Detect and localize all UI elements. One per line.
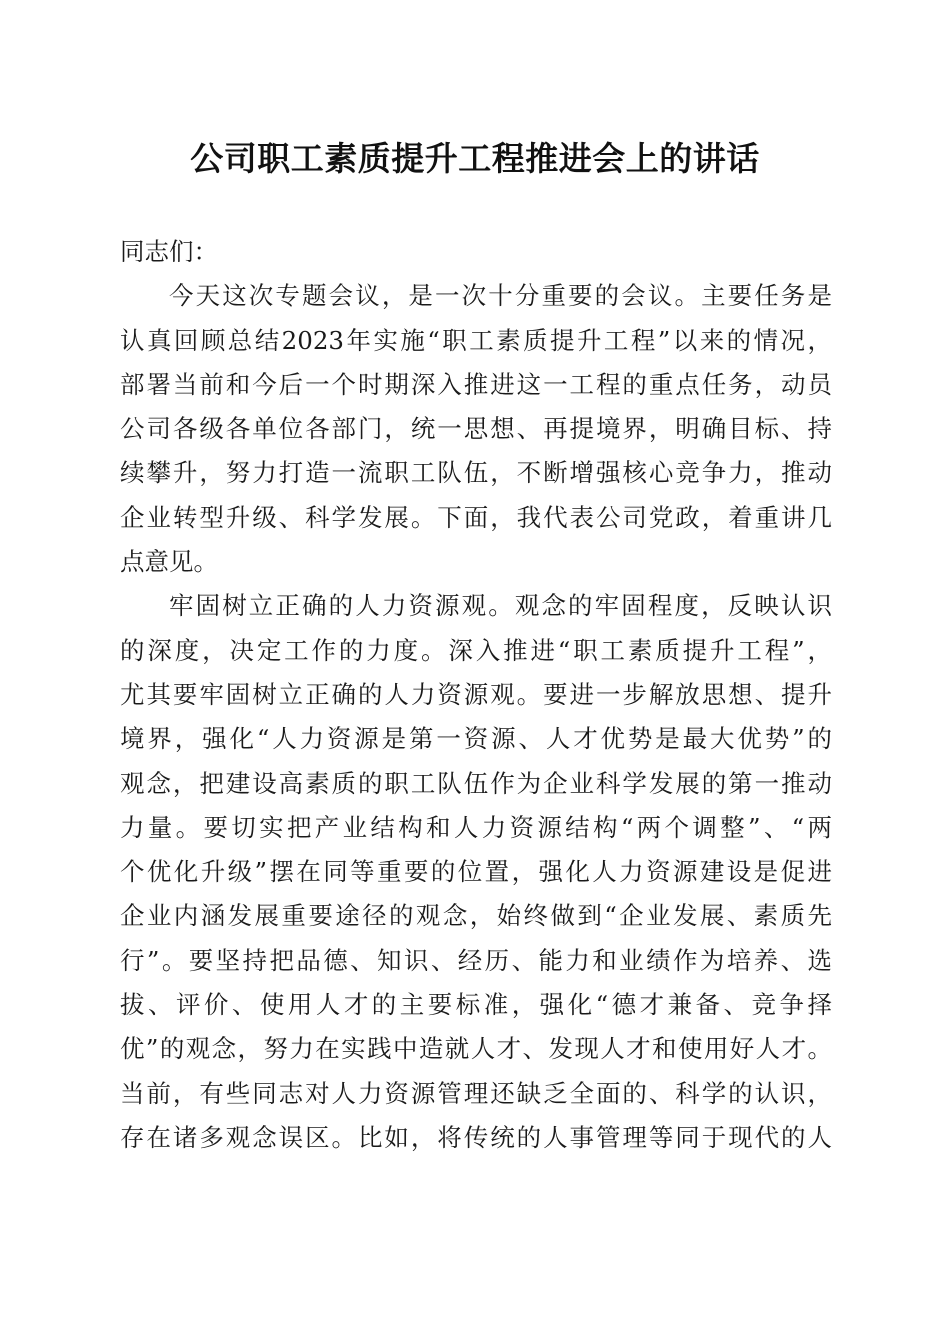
paragraph-line: 拔、评价、使用人才的主要标准，强化“德才兼备、竞争择: [120, 990, 832, 1020]
paragraph-line: 部署当前和今后一个时期深入推进这一工程的重点任务，动员: [120, 369, 832, 399]
paragraph-line: 尤其要牢固树立正确的人力资源观。要进一步解放思想、提升: [120, 679, 832, 709]
paragraph-line: 优”的观念，努力在实践中造就人才、发现人才和使用好人才。: [120, 1034, 832, 1064]
paragraph-line: 企业内涵发展重要途径的观念，始终做到“企业发展、素质先: [120, 901, 832, 931]
paragraph-line: 力量。要切实把产业结构和人力资源结构“两个调整”、“两: [120, 812, 832, 842]
paragraph-line: 认真回顾总结2023年实施“职工素质提升工程”以来的情况，: [120, 325, 832, 355]
paragraph-line: 观念，把建设高素质的职工队伍作为企业科学发展的第一推动: [120, 768, 832, 798]
paragraph-line: 境界，强化“人力资源是第一资源、人才优势是最大优势”的: [120, 724, 832, 754]
paragraph-line: 当前，有些同志对人力资源管理还缺乏全面的、科学的认识，: [120, 1078, 832, 1108]
paragraph-line: 行”。要坚持把品德、知识、经历、能力和业绩作为培养、选: [120, 945, 832, 975]
paragraph-line: 今天这次专题会议，是一次十分重要的会议。主要任务是: [169, 281, 832, 311]
document-title: 公司职工素质提升工程推进会上的讲话: [190, 139, 760, 178]
paragraph-line: 的深度，决定工作的力度。深入推进“职工素质提升工程”，: [120, 635, 832, 665]
paragraph-1: [120, 274, 832, 584]
paragraph-2: [120, 584, 832, 1160]
paragraph-line: 续攀升，努力打造一流职工队伍，不断增强核心竞争力，推动: [120, 458, 832, 488]
paragraph-line: 企业转型升级、科学发展。下面，我代表公司党政，着重讲几: [120, 502, 832, 532]
paragraph-line: 牢固树立正确的人力资源观。观念的牢固程度，反映认识: [169, 591, 832, 621]
paragraph-line: 个优化升级”摆在同等重要的位置，强化人力资源建设是促进: [120, 857, 832, 887]
paragraph-line: 存在诸多观念误区。比如，将传统的人事管理等同于现代的人: [120, 1122, 832, 1152]
salutation: 同志们：: [120, 237, 218, 266]
paragraph-line: 点意见。: [120, 547, 218, 577]
document-body: [120, 230, 832, 1160]
paragraph-line: 公司各级各单位各部门，统一思想、再提境界，明确目标、持: [120, 414, 832, 444]
